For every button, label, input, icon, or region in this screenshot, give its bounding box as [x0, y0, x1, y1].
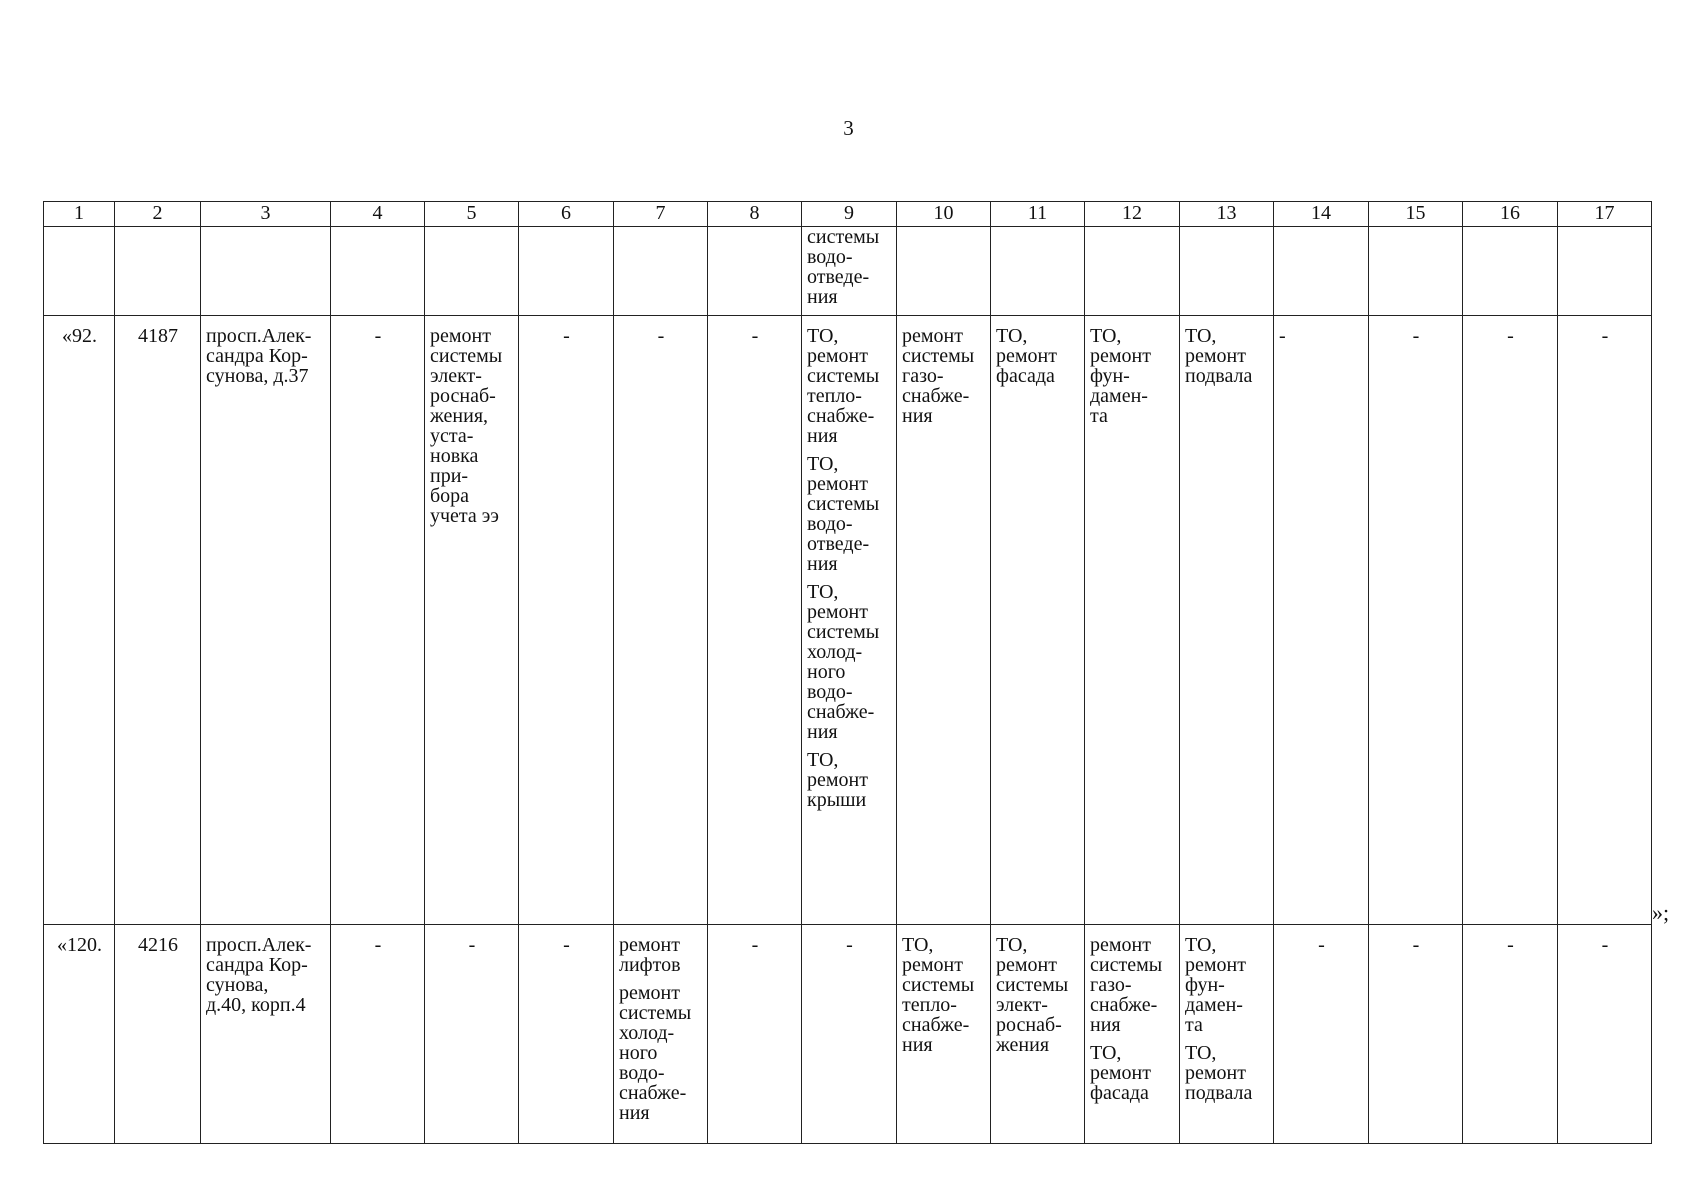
- table-cell: [614, 925, 708, 1144]
- text-line: ния: [807, 286, 838, 308]
- text-paragraph: [902, 326, 986, 426]
- cell-text: [802, 227, 896, 307]
- text-line: жения: [996, 1034, 1050, 1056]
- dash: -: [751, 934, 759, 956]
- text-paragraph: [996, 326, 1080, 386]
- column-header: 9: [802, 202, 897, 227]
- table-cell: [802, 925, 897, 1144]
- row-number-cell: [44, 316, 115, 925]
- table-row: [44, 316, 1652, 925]
- cell-text: [425, 316, 518, 526]
- text-paragraph: [1090, 1043, 1175, 1103]
- cell-text: [1085, 925, 1179, 1103]
- text-line: подвала: [1185, 1082, 1253, 1104]
- dash: -: [1412, 325, 1420, 347]
- text-line: ремонт: [430, 325, 491, 347]
- text-line: водо-: [807, 513, 853, 535]
- table-cell: [1558, 316, 1652, 925]
- cell-text: [1180, 925, 1273, 1103]
- table-cell: [708, 925, 802, 1144]
- table-cell: [1274, 925, 1369, 1144]
- text-line: д.40, корп.4: [206, 994, 306, 1016]
- dash: -: [1601, 934, 1609, 956]
- column-header: 13: [1180, 202, 1274, 227]
- dash: -: [657, 325, 665, 347]
- text-paragraph: [1090, 326, 1175, 426]
- cell-text: [1085, 316, 1179, 426]
- text-line: та: [1090, 405, 1108, 427]
- table-cell: [1369, 925, 1463, 1144]
- column-header: 2: [115, 202, 201, 227]
- column-header: 10: [897, 202, 991, 227]
- dash: -: [1601, 325, 1609, 347]
- text-paragraph: [619, 935, 703, 975]
- text-line: дамен-: [1185, 994, 1243, 1016]
- cell-text: [1180, 316, 1273, 386]
- text-line: системы: [807, 365, 880, 387]
- table-cell: [708, 316, 802, 925]
- row-number: «120.: [57, 934, 102, 956]
- text-line: ремонт: [902, 325, 963, 347]
- text-paragraph: [807, 326, 892, 446]
- text-line: системы: [902, 974, 975, 996]
- text-line: водо-: [807, 681, 853, 703]
- row-code: 4216: [138, 934, 178, 956]
- text-line: ремонт: [807, 769, 868, 791]
- text-line: ремонт: [619, 934, 680, 956]
- dash: -: [563, 934, 570, 956]
- table-cell: [1180, 316, 1274, 925]
- text-line: ТО,: [1185, 325, 1217, 347]
- dash: -: [563, 325, 570, 347]
- text-line: системы: [902, 345, 975, 367]
- table-cell: [1274, 316, 1369, 925]
- text-line: сунова, д.37: [206, 365, 309, 387]
- text-line: водо-: [619, 1062, 665, 1084]
- text-line: системы: [807, 226, 880, 248]
- address-text: [201, 316, 330, 386]
- text-line: ремонт: [807, 601, 868, 623]
- column-header: 5: [425, 202, 519, 227]
- text-line: ТО,: [1090, 325, 1122, 347]
- column-header: 16: [1463, 202, 1558, 227]
- text-line: холод-: [807, 641, 863, 663]
- text-line: системы: [807, 493, 880, 515]
- text-paragraph: [1185, 935, 1269, 1035]
- column-header: 14: [1274, 202, 1369, 227]
- text-paragraph: [807, 454, 892, 574]
- text-line: ния: [807, 425, 838, 447]
- text-line: ТО,: [902, 934, 934, 956]
- text-paragraph: [430, 326, 514, 526]
- address-text: [201, 925, 330, 1015]
- text-line: ремонт: [1185, 1062, 1246, 1084]
- cell-text: [897, 316, 990, 426]
- dash: -: [1507, 325, 1514, 347]
- column-header: 11: [991, 202, 1085, 227]
- text-line: ния: [1090, 1014, 1121, 1036]
- text-paragraph: [1185, 326, 1269, 386]
- text-line: системы: [619, 1002, 692, 1024]
- table-cell: [331, 227, 425, 316]
- table-cell: [1085, 925, 1180, 1144]
- row-code: 4187: [138, 325, 178, 347]
- text-line: снабже-: [902, 385, 970, 407]
- text-line: отведе-: [807, 533, 870, 555]
- table-cell: [331, 316, 425, 925]
- column-header: 3: [201, 202, 331, 227]
- table-cell: [991, 316, 1085, 925]
- text-line: системы: [1090, 954, 1163, 976]
- text-line: ТО,: [1185, 1042, 1217, 1064]
- table-cell: [425, 316, 519, 925]
- table-cell: [802, 316, 897, 925]
- text-line: жения,: [430, 405, 489, 427]
- column-header: 17: [1558, 202, 1652, 227]
- table-cell: [519, 316, 614, 925]
- table-cell: [1180, 227, 1274, 316]
- cell-text: [614, 925, 707, 1123]
- table-cell: [991, 925, 1085, 1144]
- column-header: 15: [1369, 202, 1463, 227]
- text-line: ния: [807, 553, 838, 575]
- text-line: ного: [807, 661, 846, 683]
- table-cell: [897, 925, 991, 1144]
- text-line: просп.Алек-: [206, 325, 312, 347]
- text-line: ТО,: [996, 934, 1028, 956]
- text-line: при-: [430, 465, 469, 487]
- text-line: снабже-: [807, 701, 875, 723]
- text-line: водо-: [807, 246, 853, 268]
- text-line: ного: [619, 1042, 658, 1064]
- text-line: ния: [807, 721, 838, 743]
- text-line: ТО,: [1185, 934, 1217, 956]
- cell-text: [897, 925, 990, 1055]
- dash: -: [374, 934, 382, 956]
- text-line: сандра Кор-: [206, 954, 308, 976]
- text-line: бора: [430, 485, 470, 507]
- text-line: новка: [430, 445, 479, 467]
- table-cell: [614, 227, 708, 316]
- row-number: «92.: [62, 325, 97, 347]
- text-line: ТО,: [996, 325, 1028, 347]
- table-cell: [1085, 316, 1180, 925]
- table-cell: [201, 227, 331, 316]
- page-number: 3: [843, 116, 854, 140]
- text-paragraph: [807, 582, 892, 742]
- table-cell: [1463, 227, 1558, 316]
- text-line: ремонт: [996, 954, 1057, 976]
- table-cell: [1558, 925, 1652, 1144]
- closing-quote: »;: [1652, 900, 1670, 925]
- column-header: 12: [1085, 202, 1180, 227]
- table-cell: [1274, 227, 1369, 316]
- table-cell: [897, 316, 991, 925]
- text-line: дамен-: [1090, 385, 1148, 407]
- text-line: фун-: [1090, 365, 1130, 387]
- table-cell: [1369, 227, 1463, 316]
- table-cell: [519, 925, 614, 1144]
- dash: -: [468, 934, 476, 956]
- text-line: сандра Кор-: [206, 345, 308, 367]
- table-cell: [1180, 925, 1274, 1144]
- text-line: ремонт: [1185, 954, 1246, 976]
- text-line: ния: [902, 1034, 933, 1056]
- text-line: ремонт: [807, 473, 868, 495]
- repair-schedule-table: [43, 201, 1652, 1144]
- text-paragraph: [619, 983, 703, 1123]
- dash: -: [1412, 934, 1420, 956]
- dash: -: [1279, 325, 1286, 347]
- continuation-row: [44, 227, 1652, 316]
- table-cell: [1558, 227, 1652, 316]
- text-line: элект-: [996, 994, 1048, 1016]
- table-cell: [44, 227, 115, 316]
- text-line: сунова,: [206, 974, 269, 996]
- text-line: ремонт: [619, 982, 680, 1004]
- text-line: тепло-: [902, 994, 957, 1016]
- address-cell: [201, 316, 331, 925]
- text-line: газо-: [902, 365, 944, 387]
- table-row: [44, 925, 1652, 1144]
- table-cell: [897, 227, 991, 316]
- text-line: учета ээ: [430, 505, 499, 527]
- table-cell: [115, 227, 201, 316]
- text-line: ремонт: [1090, 345, 1151, 367]
- text-line: роснаб-: [430, 385, 496, 407]
- text-line: тепло-: [807, 385, 862, 407]
- cell-text: [991, 316, 1084, 386]
- column-header: 4: [331, 202, 425, 227]
- text-line: ремонт: [1090, 1062, 1151, 1084]
- table-cell: [425, 227, 519, 316]
- row-number-cell: [44, 925, 115, 1144]
- text-line: системы: [807, 621, 880, 643]
- text-line: подвала: [1185, 365, 1253, 387]
- text-line: элект-: [430, 365, 482, 387]
- dash: -: [374, 325, 382, 347]
- column-header: 1: [44, 202, 115, 227]
- text-line: отведе-: [807, 266, 870, 288]
- code-cell: [115, 316, 201, 925]
- text-line: крыши: [807, 789, 867, 811]
- text-paragraph: [1185, 1043, 1269, 1103]
- text-paragraph: [1090, 935, 1175, 1035]
- code-cell: [115, 925, 201, 1144]
- text-line: снабже-: [1090, 994, 1158, 1016]
- cell-text: [802, 316, 896, 810]
- text-line: снабже-: [902, 1014, 970, 1036]
- text-line: ТО,: [807, 453, 839, 475]
- text-line: фасада: [1090, 1082, 1149, 1104]
- dash: -: [751, 325, 759, 347]
- text-line: ТО,: [807, 749, 839, 771]
- dash: -: [1507, 934, 1514, 956]
- table-cell: [1369, 316, 1463, 925]
- table-cell: [519, 227, 614, 316]
- dash: -: [1318, 934, 1325, 956]
- text-paragraph: [902, 935, 986, 1055]
- text-line: ТО,: [807, 325, 839, 347]
- text-line: холод-: [619, 1022, 675, 1044]
- text-paragraph: [996, 935, 1080, 1055]
- table-cell: [1463, 316, 1558, 925]
- column-header: 7: [614, 202, 708, 227]
- table-cell: [802, 227, 897, 316]
- address-cell: [201, 925, 331, 1144]
- text-line: ния: [902, 405, 933, 427]
- table-cell: [425, 925, 519, 1144]
- text-paragraph: [807, 750, 892, 810]
- column-header: 6: [519, 202, 614, 227]
- text-line: снабже-: [619, 1082, 687, 1104]
- text-line: просп.Алек-: [206, 934, 312, 956]
- text-line: ремонт: [1185, 345, 1246, 367]
- text-line: ТО,: [807, 581, 839, 603]
- text-line: ремонт: [807, 345, 868, 367]
- text-line: ния: [619, 1102, 650, 1124]
- table-cell: [1463, 925, 1558, 1144]
- text-line: фасада: [996, 365, 1055, 387]
- text-line: ремонт: [902, 954, 963, 976]
- table-cell: [331, 925, 425, 1144]
- table-cell: [614, 316, 708, 925]
- text-line: системы: [430, 345, 503, 367]
- text-line: ТО,: [1090, 1042, 1122, 1064]
- text-line: снабже-: [807, 405, 875, 427]
- text-line: газо-: [1090, 974, 1132, 996]
- text-line: фун-: [1185, 974, 1225, 996]
- dash: -: [846, 934, 853, 956]
- column-header: 8: [708, 202, 802, 227]
- cell-text: [991, 925, 1084, 1055]
- table-cell: [991, 227, 1085, 316]
- text-line: та: [1185, 1014, 1203, 1036]
- text-line: ремонт: [996, 345, 1057, 367]
- text-line: ремонт: [1090, 934, 1151, 956]
- table-cell: [708, 227, 802, 316]
- text-line: роснаб-: [996, 1014, 1062, 1036]
- header-row: [44, 202, 1652, 227]
- text-line: уста-: [430, 425, 474, 447]
- text-line: лифтов: [619, 954, 681, 976]
- table-cell: [1085, 227, 1180, 316]
- text-line: системы: [996, 974, 1069, 996]
